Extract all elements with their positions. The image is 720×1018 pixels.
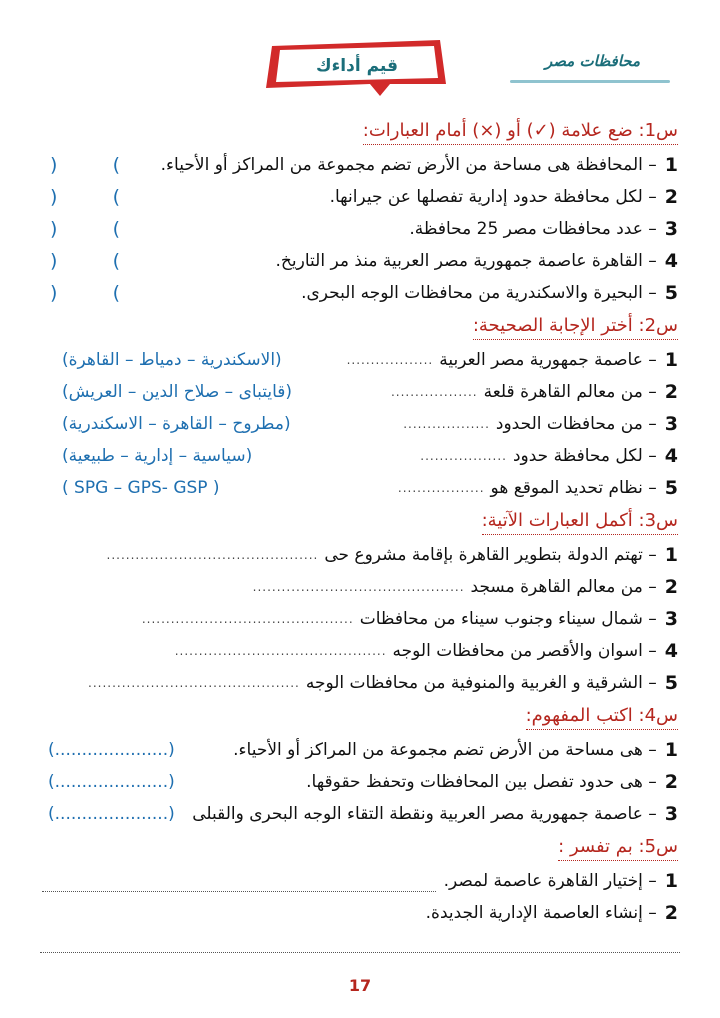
- choice-options: ( SPG – GPS- GSP ): [62, 478, 220, 498]
- item-text: – تهتم الدولة بتطوير القاهرة بإقامة مشروع حى: [324, 545, 657, 565]
- item-number: 4: [664, 640, 678, 662]
- item-number: 2: [664, 902, 678, 924]
- item-number: 1: [664, 154, 678, 176]
- item-text: – عاصمة جمهورية مصر العربية: [439, 350, 657, 370]
- concept-blank[interactable]: (.....................): [48, 772, 175, 792]
- question-5-title: س5: بم تفسر :: [558, 834, 678, 861]
- answer-dots[interactable]: ..................: [403, 417, 490, 431]
- item-text: – من معالم القاهرة قلعة: [483, 382, 657, 402]
- question-5: [42, 832, 678, 929]
- item-text: – عدد محافظات مصر 25 محافظة.: [409, 219, 657, 239]
- item-number: 1: [664, 544, 678, 566]
- concept-blank[interactable]: (.....................): [48, 804, 175, 824]
- answer-box[interactable]: ) (: [50, 186, 120, 208]
- page-number: 17: [348, 976, 372, 995]
- answer-dots[interactable]: ..................: [346, 353, 434, 367]
- item-text: – اسوان والأقصر من محافظات الوجه: [392, 641, 657, 661]
- item-number: 4: [664, 445, 678, 467]
- q2-item: [42, 408, 678, 440]
- item-text: – الشرقية و الغربية والمنوفية من محافظات الوجه: [305, 673, 657, 693]
- item-text: – هى مساحة من الأرض تضم مجموعة من المراكز أو الأحياء.: [233, 740, 657, 760]
- item-number: 3: [664, 218, 678, 240]
- q3-item: [42, 603, 678, 635]
- answer-box[interactable]: ) (: [50, 282, 120, 304]
- item-text: – القاهرة عاصمة جمهورية مصر العربية منذ مر التاريخ.: [275, 251, 657, 271]
- q1-item: [42, 181, 678, 213]
- choice-options: (الاسكندرية – دمياط – القاهرة): [62, 350, 282, 370]
- q2-item: [42, 472, 678, 504]
- question-4-title: س4: اكتب المفهوم:: [526, 703, 678, 730]
- item-number: 2: [664, 771, 678, 793]
- banner-text: قيم أداءك: [316, 56, 398, 76]
- worksheet: [42, 116, 678, 931]
- answer-box[interactable]: ) (: [50, 250, 120, 272]
- item-text: – لكل محافظة حدود: [512, 446, 657, 466]
- fill-blank[interactable]: ............................................: [88, 676, 300, 690]
- concept-blank[interactable]: (.....................): [48, 740, 175, 760]
- item-number: 5: [664, 282, 678, 304]
- q5-item: [42, 897, 678, 929]
- q3-item: [42, 571, 678, 603]
- item-number: 4: [664, 250, 678, 272]
- item-number: 1: [664, 870, 678, 892]
- q2-item: [42, 376, 678, 408]
- item-number: 1: [664, 349, 678, 371]
- q1-item: [42, 277, 678, 309]
- item-text: – المحافظة هى مساحة من الأرض تضم مجموعة من المراكز أو الأحياء.: [160, 155, 657, 175]
- q4-item: [42, 766, 678, 798]
- item-number: 5: [664, 477, 678, 499]
- header-banner: [262, 38, 448, 98]
- answer-box[interactable]: ) (: [50, 154, 120, 176]
- q1-item: [42, 213, 678, 245]
- item-text: – البحيرة والاسكندرية من محافظات الوجه البحرى.: [301, 283, 657, 303]
- item-text: – لكل محافظة حدود إدارية تفصلها عن جيرانها.: [329, 187, 657, 207]
- item-text: – من معالم القاهرة مسجد: [470, 577, 657, 597]
- subject-title: محافظات مصر: [545, 52, 640, 70]
- fill-blank[interactable]: ............................................: [106, 548, 319, 562]
- item-text: – إختيار القاهرة عاصمة لمصر.: [443, 871, 657, 891]
- question-2: [42, 311, 678, 504]
- choice-options: (قايتباى – صلاح الدين – العريش): [62, 382, 293, 402]
- q4-item: [42, 798, 678, 830]
- fill-blank[interactable]: ............................................: [141, 612, 354, 626]
- question-2-title: س2: أختر الإجابة الصحيحة:: [473, 313, 678, 340]
- item-text: – عاصمة جمهورية مصر العربية ونقطة التقاء الوجه البحرى والقبلى: [192, 804, 657, 824]
- item-text: – شمال سيناء وجنوب سيناء من محافظات: [359, 609, 657, 629]
- q3-item: [42, 539, 678, 571]
- item-number: 2: [664, 381, 678, 403]
- item-text: – إنشاء العاصمة الإدارية الجديدة.: [425, 903, 657, 923]
- item-text: – هى حدود تفصل بين المحافظات وتحفظ حقوقها.: [306, 772, 657, 792]
- answer-dots[interactable]: ..................: [390, 385, 478, 399]
- item-number: 5: [664, 672, 678, 694]
- item-number: 1: [664, 739, 678, 761]
- q4-item: [42, 734, 678, 766]
- answer-dots[interactable]: ..................: [420, 449, 507, 463]
- q2-item: [42, 440, 678, 472]
- answer-dots[interactable]: ..................: [397, 481, 485, 495]
- question-1: [42, 116, 678, 309]
- item-text: – من محافظات الحدود: [495, 414, 657, 434]
- fill-blank[interactable]: ............................................: [174, 644, 387, 658]
- q3-item: [42, 667, 678, 699]
- item-number: 3: [664, 803, 678, 825]
- fill-blank[interactable]: ............................................: [252, 580, 465, 594]
- item-number: 3: [664, 413, 678, 435]
- question-1-title: س1: ضع علامة (✓) أو (×) أمام العبارات:: [363, 118, 678, 145]
- item-number: 3: [664, 608, 678, 630]
- header-rule: [510, 80, 670, 83]
- answer-line[interactable]: [40, 952, 680, 953]
- q2-item: [42, 344, 678, 376]
- question-4: [42, 701, 678, 830]
- q3-item: [42, 635, 678, 667]
- item-number: 2: [664, 576, 678, 598]
- choice-options: (سياسية – إدارية – طبيعية): [62, 446, 253, 466]
- answer-box[interactable]: ) (: [50, 218, 120, 240]
- answer-line[interactable]: [42, 871, 436, 892]
- item-number: 2: [664, 186, 678, 208]
- question-3: [42, 506, 678, 699]
- q5-item: [42, 865, 678, 897]
- q1-item: [42, 149, 678, 181]
- item-text: – نظام تحديد الموقع هو: [490, 478, 657, 498]
- choice-options: (مطروح – القاهرة – الاسكندرية): [62, 414, 291, 434]
- q1-item: [42, 245, 678, 277]
- question-3-title: س3: أكمل العبارات الآتية:: [482, 508, 678, 535]
